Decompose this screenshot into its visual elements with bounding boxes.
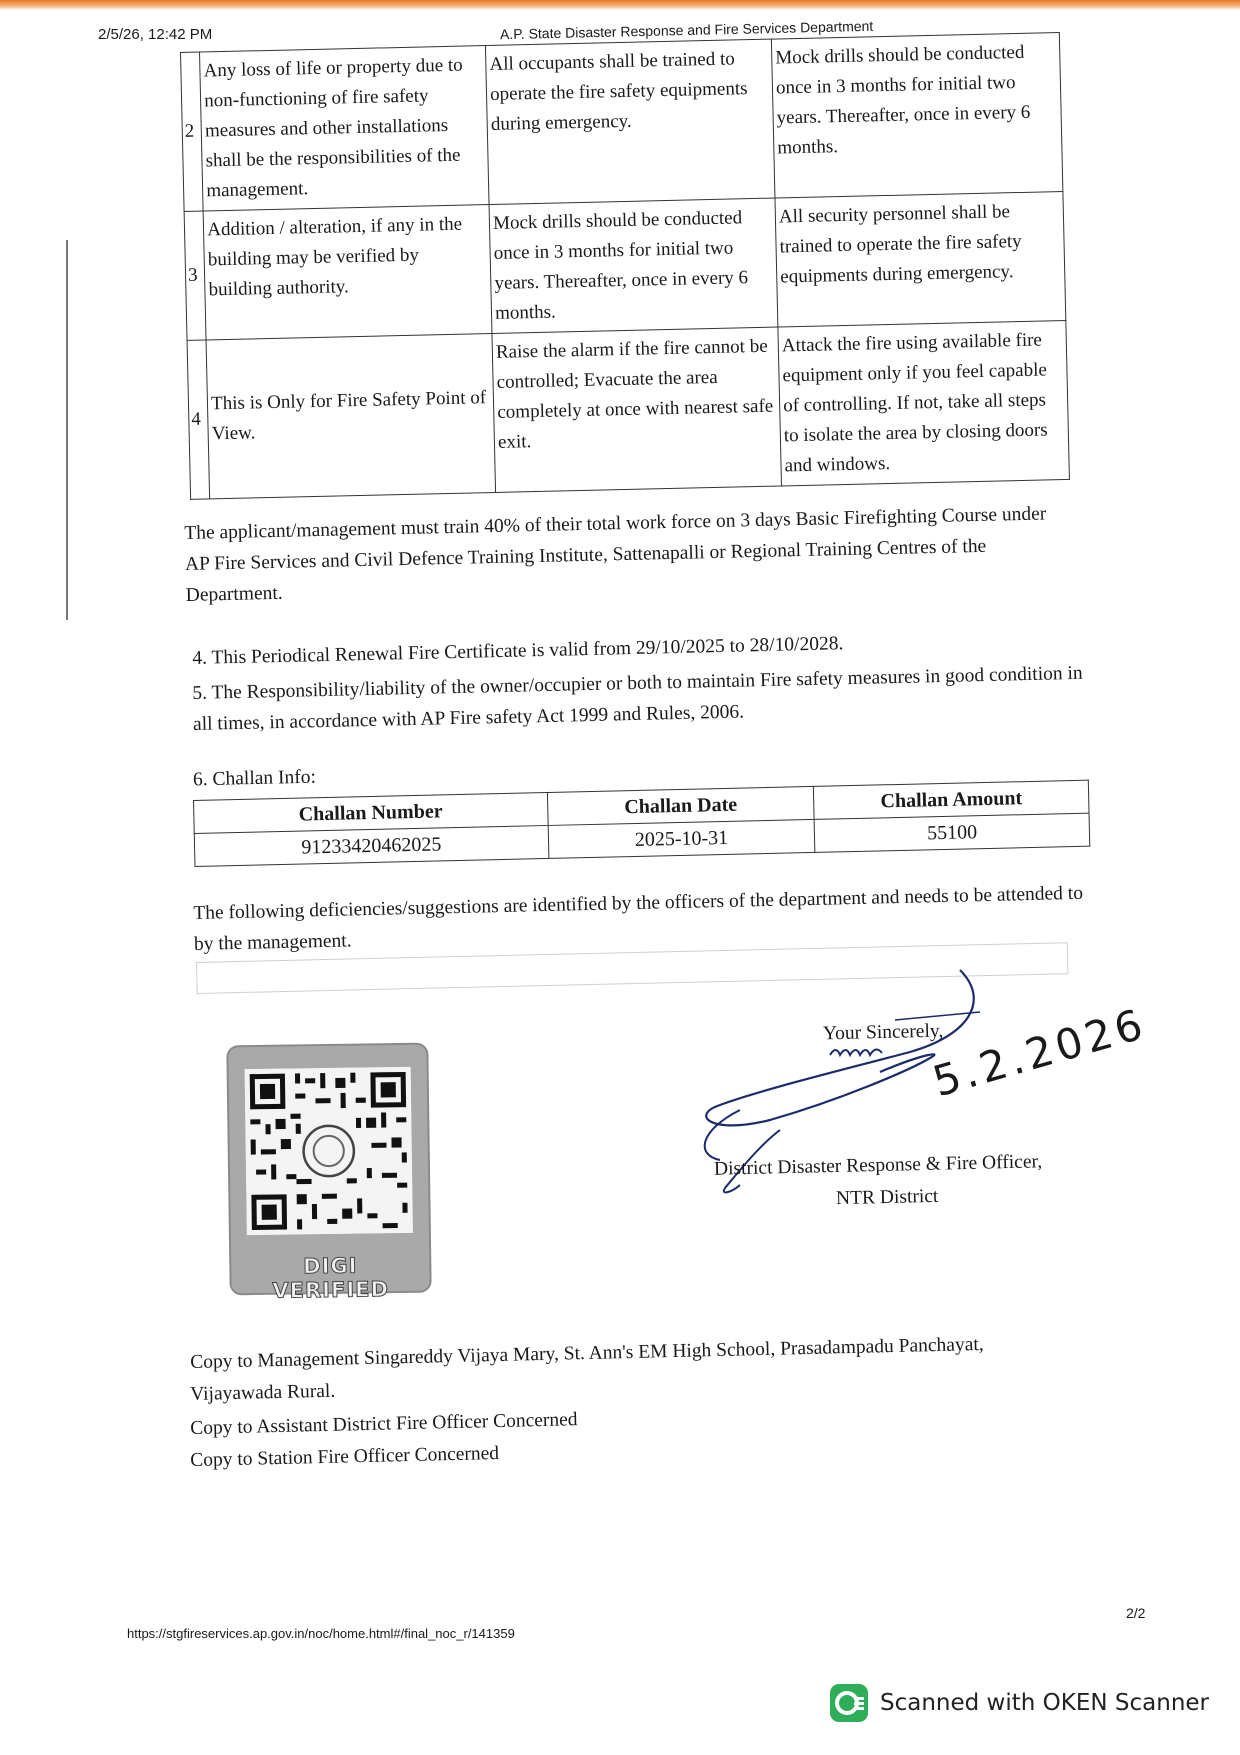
challan-label: 6. Challan Info: — [192, 766, 317, 791]
table-row — [187, 320, 1069, 499]
print-datetime: 2/5/26, 12:42 PM — [98, 26, 213, 43]
officer-title: District Disaster Response & Fire Officer, — [713, 1151, 1043, 1180]
challan-table — [193, 780, 1090, 867]
table-cell: Any loss of life or property due to non-functioning of fire safety measures and other installations shall be the responsibilities of the management. — [200, 46, 489, 211]
top-color-band — [0, 0, 1240, 10]
column-header: Challan Date — [547, 786, 814, 825]
copy-line: Vijayawada Rural. — [190, 1380, 336, 1405]
table-row — [181, 33, 1063, 212]
oken-scanner-logo-icon — [830, 1684, 868, 1722]
closing: Your Sincerely, — [822, 1020, 944, 1045]
table-cell: Mock drills should be conducted once in 3 months for initial two years. Thereafter, once in every 6 months. — [771, 33, 1063, 198]
table-cell: Attack the fire using available fire equipment only if you feel capable of controlling. If not, take all steps to isolate the area by closing doors and windows. — [778, 320, 1070, 485]
conditions-table — [180, 32, 1070, 500]
row-number: 2 — [181, 52, 204, 211]
left-margin-line — [66, 240, 68, 620]
row-number: 3 — [184, 211, 206, 340]
table-cell: Addition / alteration, if any in the building may be verified by building authority. — [203, 205, 492, 340]
column-header: Challan Amount — [814, 780, 1089, 819]
training-note: The applicant/management must train 40% of their total work force on 3 days Basic Firefighting Course under AP Fire Services and Civil Defence Training Institute, Sattenapalli or Regional Training Centres of the Department. — [184, 503, 1047, 606]
table-cell: Mock drills should be conducted once in 3 months for initial two years. Thereafter, once in every 6 months. — [489, 198, 778, 333]
deficiencies-note: The following deficiencies/suggestions are identified by the officers of the department and needs to be attended to by the management. — [193, 882, 1084, 955]
challan-number: 91233420462025 — [194, 825, 548, 866]
challan-amount: 55100 — [814, 813, 1089, 852]
table-cell: Raise the alarm if the fire cannot be controlled; Evacuate the area completely at once with nearest safe exit. — [492, 327, 781, 492]
qr-code-icon — [245, 1067, 413, 1235]
handwritten-date: 5.2.2026 — [927, 998, 1152, 1107]
validity-clause: 4. This Periodical Renewal Fire Certificate is valid from 29/10/2025 to 28/10/2028. — [192, 633, 844, 669]
page-number: 2/2 — [1126, 1605, 1146, 1621]
copy-line: Copy to Station Fire Officer Concerned — [190, 1442, 500, 1471]
responsibility-clause: 5. The Responsibility/liability of the owner/occupier or both to maintain Fire safety measures in good condition in all times, in accordance with AP Fire safety Act 1999 and Rules, 2006. — [192, 662, 1083, 735]
table-cell: All occupants shall be trained to operate the fire safety equipments during emergency. — [486, 39, 775, 204]
row-number: 4 — [187, 340, 210, 499]
digi-verified-label: DIGI VERIFIED — [272, 1253, 390, 1303]
copy-line: Copy to Management Singareddy Vijaya Mary, St. Ann's EM High School, Prasadampadu Panchayat, — [190, 1333, 984, 1373]
challan-date: 2025-10-31 — [548, 819, 815, 858]
scanner-watermark — [830, 1684, 1209, 1722]
table-cell: This is Only for Fire Safety Point of View. — [206, 333, 495, 498]
table-cell: All security personnel shall be trained to operate the fire safety equipments during emergency. — [775, 192, 1066, 328]
column-header: Challan Number — [194, 792, 548, 833]
department-header: A.P. State Disaster Response and Fire Services Department — [499, 17, 874, 43]
officer-district: NTR District — [835, 1185, 939, 1210]
copy-line: Copy to Assistant District Fire Officer Concerned — [190, 1409, 578, 1439]
footer-url: https://stgfireservices.ap.gov.in/noc/home.html#/final_noc_r/141359 — [127, 1626, 515, 1641]
table-row — [184, 192, 1066, 341]
scanner-label: Scanned with OKEN Scanner — [880, 1690, 1209, 1716]
digi-verified-badge — [226, 1043, 431, 1303]
